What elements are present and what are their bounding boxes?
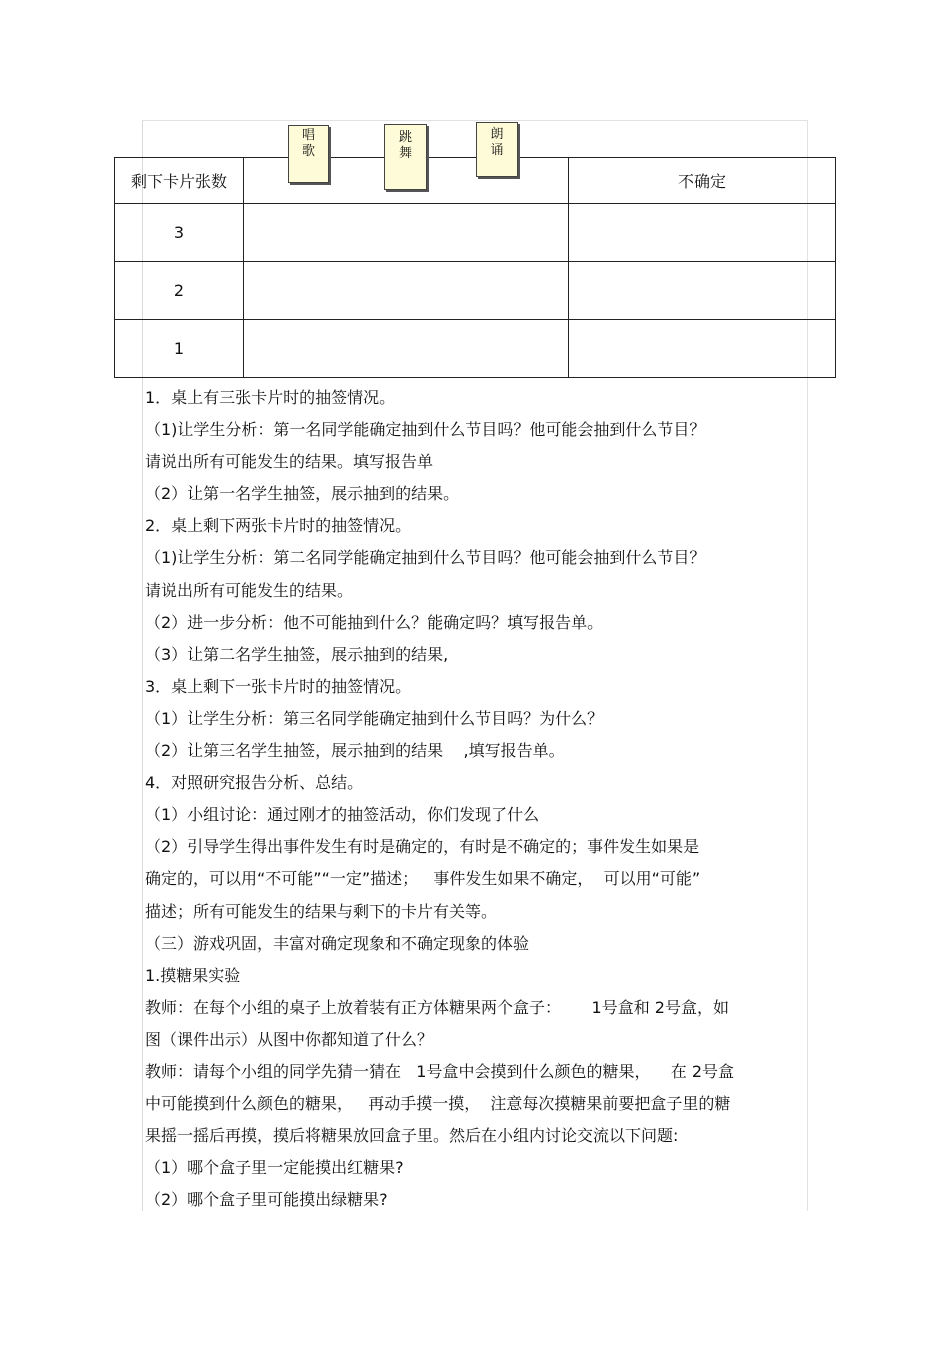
report-table xyxy=(114,157,836,378)
card-sing-char-2: 歌 xyxy=(301,144,315,159)
text-line: 1．桌上有三张卡片时的抽签情况。 xyxy=(145,388,396,407)
text-line: 请说出所有可能发生的结果。填写报告单 xyxy=(145,452,434,472)
text-line: 4．对照研究报告分析、总结。 xyxy=(145,773,364,793)
text-line: 确定的，可以用“不可能”“一定”描述； 事件发生如果不确定， 可以用“可能” xyxy=(145,869,701,889)
text-line: 教师：请每个小组的同学先猜一猜在 1号盒中会摸到什么颜色的糖果， 在 2号盒 xyxy=(145,1061,735,1081)
header-remaining-cards: 剩下卡片张数 xyxy=(115,158,244,204)
card-recite-char-2: 诵 xyxy=(490,143,504,158)
card-dance xyxy=(384,124,427,190)
text-line: （2）引导学生得出事件发生有时是确定的，有时是不确定的；事件发生如果是 xyxy=(145,837,700,857)
text-line: （2）进一步分析：他不可能抽到什么？能确定吗？填写报告单。 xyxy=(145,612,604,632)
text-line: （1)让学生分析：第一名同学能确定抽到什么节目吗？他可能会抽到什么节目？ xyxy=(145,420,706,440)
text-line: 图（课件出示）从图中你都知道了什么？ xyxy=(145,1029,434,1049)
cell-uncertain xyxy=(569,320,836,378)
text-line: （1）小组讨论：通过刚才的抽签活动，你们发现了什么 xyxy=(145,805,540,825)
text-line: 教师：在每个小组的桌子上放着装有正方体糖果两个盒子： 1号盒和 2号盒，如 xyxy=(145,997,729,1017)
text-line: 请说出所有可能发生的结果。 xyxy=(145,580,354,600)
card-dance-char-1: 跳 xyxy=(398,130,412,145)
cell-count: 2 xyxy=(115,262,244,320)
card-dance-char-2: 舞 xyxy=(398,146,412,161)
cell-count: 3 xyxy=(115,204,244,262)
cell-uncertain xyxy=(569,262,836,320)
cell-certain xyxy=(244,320,569,378)
text-line: 果摇一摇后再摸，摸后将糖果放回盒子里。然后在小组内讨论交流以下问题: xyxy=(145,1126,679,1146)
text-line: （1)让学生分析：第二名同学能确定抽到什么节目吗？他可能会抽到什么节目？ xyxy=(145,548,706,568)
cell-certain xyxy=(244,204,569,262)
text-line: （1）让学生分析：第三名同学能确定抽到什么节目吗？为什么？ xyxy=(145,708,604,728)
card-recite xyxy=(476,122,518,177)
text-line: （三）游戏巩固，丰富对确定现象和不确定现象的体验 xyxy=(145,933,530,953)
text-line: 2．桌上剩下两张卡片时的抽签情况。 xyxy=(145,516,412,536)
header-uncertain: 不确定 xyxy=(569,158,836,204)
text-line: （2）让第一名学生抽签，展示抽到的结果。 xyxy=(145,484,460,504)
text-line: 中可能摸到什么颜色的糖果， 再动手摸一摸， 注意每次摸糖果前要把盒子里的糖 xyxy=(145,1094,731,1114)
cell-count: 1 xyxy=(115,320,244,378)
text-line: （2）哪个盒子里可能摸出绿糖果? xyxy=(145,1190,388,1210)
card-recite-char-1: 朗 xyxy=(490,127,504,142)
text-line: 1.摸糖果实验 xyxy=(145,965,241,985)
lesson-text xyxy=(145,382,807,1216)
card-sing xyxy=(288,125,329,183)
text-line: （1）哪个盒子里一定能摸出红糖果? xyxy=(145,1158,404,1178)
table-row xyxy=(115,204,836,262)
table-row xyxy=(115,320,836,378)
text-line: （3）让第二名学生抽签，展示抽到的结果, xyxy=(145,644,449,664)
cell-certain xyxy=(244,262,569,320)
table-row xyxy=(115,262,836,320)
text-line: 描述；所有可能发生的结果与剩下的卡片有关等。 xyxy=(145,901,498,921)
cell-uncertain xyxy=(569,204,836,262)
text-line: （2）让第三名学生抽签，展示抽到的结果 ,填写报告单。 xyxy=(145,741,565,761)
table-header-row xyxy=(115,158,836,204)
card-sing-char-1: 唱 xyxy=(301,128,315,143)
text-line: 3．桌上剩下一张卡片时的抽签情况。 xyxy=(145,676,412,696)
